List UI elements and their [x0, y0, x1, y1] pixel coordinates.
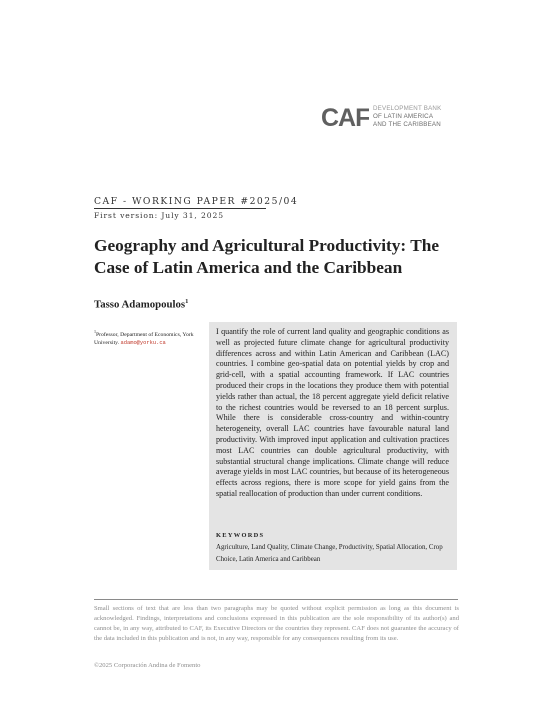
author-footnote-marker: 1 [185, 298, 189, 305]
keywords-list: Agriculture, Land Quality, Climate Change, Productivity, Spatial Allocation, Crop Choice, Latin America and Caribbean [216, 544, 443, 563]
logo-line-2: OF LATIN AMERICA [373, 113, 434, 120]
caf-logo-letters: CAF [321, 104, 369, 130]
version-date: First version: July 31, 2025 [94, 211, 224, 220]
caf-logo-text [373, 105, 441, 129]
abstract-text: I quantify the role of current land quality and geographic conditions as well as projected future climate change for agricultural productivity differences across and within Latin American and Caribbean (LAC) countries. I combine geo-spatial data on potential yields by crop and grid-cell, with a spatial accounting framework. If LAC countries produced their crops in the locations they produce them with potential yields rather than actual, the 18 percent aggregate yield deficit relative to the richest countries would be reversed to an 18 percent surplus. While there is considerable cross-country and within-country heterogeneity, overall LAC countries have favourable natural land productivity. With improved input application and cultivation practices most LAC countries can double agricultural productivity, with substantial structural change implications. Climate change will reduce average yields in most LAC countries, but because of its heterogeneous effects across regions, there is more scope for yield gains from the spatial reallocation of production than under current conditions. [216, 327, 449, 498]
author-affiliation [94, 328, 212, 348]
logo-line-1: DEVELOPMENT BANK [373, 105, 442, 112]
affiliation-marker: 1 [94, 329, 96, 334]
author-email[interactable]: adamo@yorku.ca [120, 340, 166, 347]
caf-logo [321, 104, 461, 130]
logo-line-3: AND THE CARIBBEAN [373, 121, 441, 128]
abstract-box [209, 322, 457, 570]
keywords-heading: KEYWORDS [216, 532, 265, 539]
disclaimer-text: Small sections of text that are less than two paragraphs may be quoted without explicit permission as long as this document is acknowledged. Findings, interpretations and conclusions expressed in this publication are the sole responsibility of its author(s) and cannot be, in any way, attributed to CAF, its Executive Directors or the countries they represent. CAF does not guarantee the accuracy of the data included in this publication and is not, in any way, responsible for any consequences resulting from its use. [94, 605, 459, 643]
caf-logo-mark [321, 104, 369, 130]
paper-title: Geography and Agricultural Productivity: The Case of Latin America and the Caribbean [94, 236, 439, 277]
footer-divider [94, 599, 458, 600]
series-divider [94, 208, 266, 209]
copyright-notice: ©2025 Corporación Andina de Fomento [94, 662, 201, 669]
author-name [94, 298, 188, 311]
affiliation-text: Professor, Department of Economics, York University. [94, 331, 194, 347]
author-name-text: Tasso Adamopoulos [94, 298, 186, 311]
working-paper-series: CAF - WORKING PAPER #2025/04 [94, 196, 299, 207]
